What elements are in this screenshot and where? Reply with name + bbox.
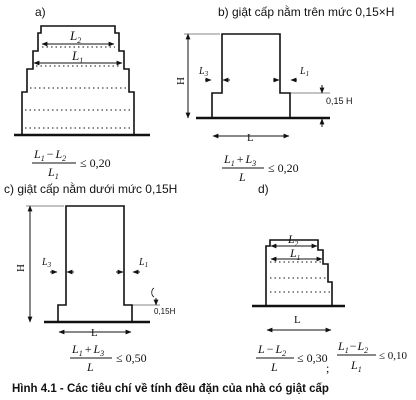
panel-c-building-outline <box>58 206 132 322</box>
svg-text:L−L2: $L - L_2$ <box>258 342 287 358</box>
panel-b-dim-L1-label: $L_1$ <box>300 66 310 78</box>
panel-b-step-label: 0,15 H <box>326 96 353 106</box>
panel-d <box>252 182 408 375</box>
panel-d-formula-separator: ; <box>326 361 330 375</box>
svg-text:≤ 0,20: ≤ 0,20 <box>80 156 111 170</box>
panel-d-floor-lines <box>270 262 330 292</box>
svg-text:≤ 0,50: ≤ 0,50 <box>116 351 147 365</box>
panel-d-formula-2 <box>337 339 408 374</box>
panel-d-dim-L-label: L <box>294 314 301 326</box>
panel-d-formula-1 <box>256 342 328 374</box>
panel-c <box>4 181 177 374</box>
panel-c-step-label: 0,15H <box>154 307 176 316</box>
svg-text:L1+L3: $L_1 + L_3$ <box>224 152 257 168</box>
panel-d-dim-L2-label: $L_2$ <box>288 232 299 248</box>
panel-b <box>175 4 394 184</box>
panel-a-label: a) <box>35 5 46 19</box>
panel-b-building-outline <box>212 34 290 118</box>
panel-c-dim-L1-label: $L_1$ <box>139 257 149 269</box>
panel-a-formula <box>32 147 111 181</box>
panel-a-dim-L2-label: $L_2$ <box>70 28 82 45</box>
panel-d-building-outline <box>266 240 332 306</box>
svg-text:≤ 0,30: ≤ 0,30 <box>297 351 328 365</box>
panel-d-label: d) <box>258 182 269 196</box>
panel-c-dim-H-label: H <box>15 264 27 272</box>
svg-text:L: L <box>87 360 94 374</box>
svg-text:L: L <box>271 360 278 374</box>
svg-text:L: L <box>239 170 246 184</box>
panel-d-dim-L1-label: $L_1$ <box>290 246 301 262</box>
panel-b-dim-H-label: H <box>175 77 187 85</box>
panel-c-label: c) giật cấp nằm dưới mức 0,15H <box>4 182 178 196</box>
svg-text:L1−L2: $L_1-L_2$ <box>338 339 369 355</box>
svg-text:L1−L2: $L_1 - L_2$ <box>34 147 67 163</box>
panel-a <box>14 5 150 181</box>
panel-b-formula <box>222 152 299 184</box>
panel-b-dim-L3-label: $L_3$ <box>199 66 209 78</box>
svg-text:L1+L3: $L_1 + L_3$ <box>72 342 105 358</box>
svg-text:L1: $L_1$ <box>351 358 362 374</box>
panel-a-dim-L1-label: $L_1$ <box>72 48 84 65</box>
panel-b-label: b) giật cấp nằm trên mức 0,15×H <box>218 5 395 19</box>
panel-c-formula <box>70 342 147 374</box>
panel-c-dim-L-label: L <box>91 327 98 339</box>
figure-caption: Hình 4.1 - Các tiêu chí về tính đều đặn của nhà có giật cấp <box>12 383 329 395</box>
panel-c-step-bracket <box>152 288 154 297</box>
panel-c-dim-L3-label: $L_3$ <box>42 257 52 269</box>
panel-b-dim-L-label: L <box>247 132 254 144</box>
svg-text:≤ 0,10: ≤ 0,10 <box>379 350 408 362</box>
svg-text:L1: $L_1$ <box>48 165 59 181</box>
svg-text:≤ 0,20: ≤ 0,20 <box>268 161 299 175</box>
